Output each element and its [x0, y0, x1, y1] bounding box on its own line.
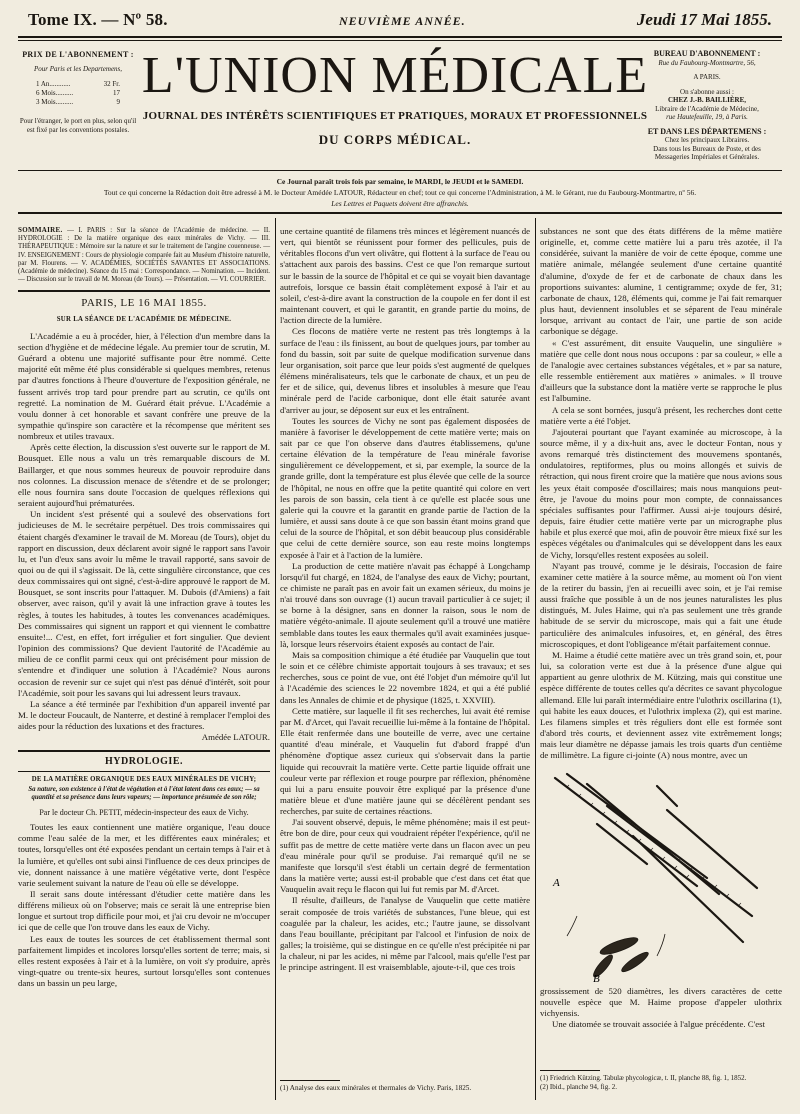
paragraph: Les eaux de toutes les sources de cet établissement thermal sont parfaitement limpides et incolores lorsqu'elles sortent de terre; mais, si elles restent exposées à l'air et à la lumière, on voit s'y produire, après vingt-quatre ou trente-six heures, surtout lorsqu'elles sont contenues dans un bassin un peu large,	[18, 933, 270, 989]
publication-notice	[18, 176, 782, 209]
summary-text: — I. PARIS : Sur la séance de l'Académie de médecine. — II. HYDROLOGIE : De la matière organique des eaux minérales de Vichy. — III. THÉRAPEUTIQUE : Mémoire sur la nature et sur le traitement de l'angine couenneuse. — IV. ENSEIGNEMENT : Cours de physiologie comparée fait au Muséum d'histoire naturelle, par M. Flourens. — V. ACADÉMIES, SOCIÉTÉS SAVANTES ET ASSOCIATIONS. (Académie de médecine). Séance du 15 mai : Correspondance. — Nomination. — Incident. — Discussion sur le travail de M. Moreau (de Tours). — Présentation. — VI. COURRIER.	[18, 227, 270, 284]
price-row	[18, 98, 138, 107]
paragraph: Après cette élection, la discussion s'est ouverte sur le rapport de M. Bousquet. Elle nous a valu un très remarquable discours de M. Baillarger, et que nous sommes heureux de pouvoir reproduire dans nos colonnes. La discussion menace de s'étendre et de se prolonger; elle nous fournira sans doute l'occasion de quelques réflexions qui seraient aujourd'hui prématurées.	[18, 442, 270, 509]
dept-line: Dans tous les Bureaux de Poste, et des	[653, 144, 761, 153]
notice-line-1: Ce Journal paraît trois fois par semaine, le MARDI, le JEUDI et le SAMEDI.	[276, 177, 524, 186]
newspaper-subtitle-2: DU CORPS MÉDICAL.	[318, 132, 472, 147]
divider	[18, 750, 270, 752]
footnote: (1) Analyse des eaux minérales et thermales de Vichy. Paris, 1825.	[280, 1084, 472, 1092]
byline: Par le docteur Ch. PETIT, médecin-inspecteur des eaux de Vichy.	[39, 807, 249, 817]
column-1	[18, 226, 270, 989]
price-label: 6 Mois..........	[36, 89, 74, 97]
office-heading: BUREAU D'ABONNEMENT :	[653, 49, 761, 58]
paragraph: A cela se sont bornées, jusqu'à présent, les recherches dont cette matière verte a été l'objet.	[540, 404, 782, 426]
footnote-rule	[540, 1070, 600, 1071]
footnote: (2) Ibid., planche 94, fig. 2.	[540, 1083, 617, 1091]
column-2	[280, 226, 530, 973]
top-line	[28, 10, 772, 32]
paragraph: J'ai souvent observé, depuis, le même phénomène; mais il est peut-être bon de dire, pour ceux qui voudraient répéter l'expérience, qu'il ne suffit pas de mettre de cette matière verte dans un flacon avec un peu d'eau minérale pour qu'il se produise. J'ai remarqué qu'il ne se manifeste que lorsqu'il s'est établi un certain degré de fermentation dans la matière verte; aussi est-il probable que c'est dans cet état que Vauquelin avait reçu le flacon qui lui fut remis par M. d'Arcet.	[280, 817, 530, 895]
dept-line: Chez les principaux Libraires.	[664, 136, 750, 144]
column-divider	[275, 218, 276, 1100]
paragraph: La séance a été terminée par l'exhibition d'un appareil inventé par M. le docteur Foucault, de Nanterre, et destiné à remplacer l'emploi des aides pour la réduction des luxations et des fractures.	[18, 698, 270, 732]
figure-label-b: B	[593, 972, 600, 984]
paragraph: Il résulte, d'ailleurs, de l'analyse de Vauquelin que cette matière serait composée de trois variétés de substances, l'une bleue, qui est coagulée par la chaleur, les acides, etc.; l'autre jaune, se dissolvant dans l'eau bouillante, précipitant par l'alcool et l'infusion de noix de galles; la troisième, qui se distingue en ce qu'elle n'est précipitée ni par la chaleur, ni par les acides, ni même par l'alcool, mais qu'elle l'est par le principe astringent. Il est vraisemblable, ajoute-t-il, que ces trois	[280, 895, 530, 973]
price-label: 1 An............	[36, 80, 71, 88]
microscope-figure	[547, 766, 775, 984]
paragraph: J'ajouterai pourtant que l'ayant examinée au microscope, à la source même, il y a dix-huit ans, avec le docteur Fontan, nous y avons remarqué très distinctement des mouvemens spontanés, ondulatoires, reptiformes, plus ou moins allongés et suivis de rétraction, qui nous firent croire que la matière que nous avions sous les yeux était composée d'oscillaires; mais nous manquions peut-être, je l'avoue du moins pour mon compte, de connaissances spéciales suffisantes pour l'affirmer. Aussi ai-je toujours désiré, depuis, faire étudier cette matière verte par un micrographe plus habile et plus exercé que moi, afin de pouvoir être mieux fixé sur les espèces végétales ou d'animalcules qui se développent dans les eaux de Vichy, lorsqu'elles restent exposées au soleil.	[540, 426, 782, 560]
masthead	[140, 48, 650, 148]
column-divider	[535, 218, 536, 1100]
newspaper-title: L'UNION MÉDICALE	[141, 47, 649, 104]
price-row	[18, 80, 138, 89]
paragraph: M. Haime a étudié cette matière avec un très grand soin, et, pour lui, sa coloration verte est due à la présence d'une algue qui appartient au genre ulothrix de M. Kützing, mais qui constitue une espèce différente de toutes celles qu'a décrites ce savant phycologue allemand. Elle lui paraît intermédiaire entre l'ulothrix oscillarina (1), qui habite les eaux douces, et l'ulothrix implexa (2), qui est marine. Les filamens simples et très réguliers dont elle est formée sont d'abord très courts, et deviennent assez vite extrêmement longs; mais leur diamètre ne dépasse jamais les trois quarts d'un centième de millimètre. La figure ci-jointe (A) nous montre, avec un	[540, 649, 782, 761]
paragraph: Il serait sans doute intéressant d'étudier cette matière dans les différens milieux où on l'observe; mais ce serait là une entreprise bien longue et surtout trop difficile pour moi, et j'ai cru devoir ne m'occuper ici que de celle que l'on trouve dans les eaux de Vichy.	[18, 888, 270, 933]
issue-date: Jeudi 17 Mai 1855.	[636, 10, 772, 29]
figure-label-a: A	[553, 876, 560, 889]
notice-line-2: Tout ce qui concerne la Rédaction doit être adressé à M. le Docteur Amédée LATOUR, Rédacteur en chef; tout ce qui concerne l'Administration, à M. le Gérant, rue du Faubourg-Montmartre, nº 56.	[103, 188, 697, 197]
office-also: On s'abonne aussi :	[680, 87, 734, 96]
foreign-note: Pour l'étranger, le port en plus, selon qu'il est fixé par les conventions postales.	[19, 117, 137, 134]
price-value: 32 Fr.	[103, 80, 120, 88]
paragraph: N'ayant pas trouvé, comme je le désirais, l'occasion de faire examiner cette matière à la source même, au moment où l'on vient de la retirer du bassin, j'en ai recueilli avec soin, et je l'ai remise aussi fraîche que possible à un de nos jeunes naturalistes les plus distingués, M. Jules Haime, qui n'a pas seulement une très grande habitude de se servir du microscope, mais qui a fait une étude particulière des animalcules infusoires, et, en général, des êtres microscopiques, et dont l'obligeance m'était parfaitement connue.	[540, 560, 782, 649]
summary-label: SOMMAIRE.	[18, 226, 63, 234]
office-city: A PARIS.	[693, 73, 721, 81]
office-agent-address: rue Hautefeuille, 19, à Paris.	[666, 113, 748, 121]
paragraph: Une diatomée se trouvait associée à l'algue précédente. C'est	[552, 1018, 765, 1029]
summary	[18, 226, 270, 284]
price-value: 17	[113, 89, 120, 97]
divider	[18, 290, 270, 292]
office-agent: CHEZ J.-B. BAILLIÈRE,	[668, 96, 746, 104]
paragraph: Cette matière, sur laquelle il fit ses recherches, lui avait été remise par M. d'Arcet, qui l'avait recueillie lui-même à la fontaine de l'hôpital. Elle était renfermée dans une bouteille de verre, avec une certaine quantité d'eau minérale, et Vauquelin fut d'abord frappé d'un phénomène d'optique assez curieux qui s'observait dans la partie liquide qui recouvrait la matière verte. Cette partie liquide offrait une couleur verte par réflexion et rouge pourpre par réflexion, phénomène qui lui a paru ensuite pouvoir être expliqué par la présence d'une matière bleue et d'une matière jaune qui se décélèrent pendant ses recherches, par suite de certaines réactions.	[280, 705, 530, 817]
quotation: « C'est assurément, dit ensuite Vauquelin, une singulière » matière que celle dont nous nous occupons : par sa couleur, » elle a de l'analogie avec certaines substances végétales, et » par sa nature, elle ressemble entièrement aux matières » animales. » Il trouve d'ailleurs que la substance dont la matière verte se rapproche le plus est l'albumine.	[540, 337, 782, 404]
paragraph: une certaine quantité de filamens très minces et légèrement nuancés de vert, qui bientôt se réunissent pour former des pellicules, puis de véritables flocons d'un vert olivâtre, qui flottent à la surface de l'eau ou s'attachent aux parois des bassins. C'est ce que l'on remarque surtout sur le bassin de la source de l'hôpital et ce qui se voyait bien davantage autrefois, lorsque ce bassin était complètement exposé à l'air et au soleil, c'est-à-dire avant la construction de la coupole en fer dont il est maintenant couvert, et qui le garantit, en grande partie du moins, de l'action directe de la lumière.	[280, 226, 530, 326]
footnotes	[540, 1074, 782, 1092]
paragraph: Toutes les sources de Vichy ne sont pas également disposées de manière à favoriser le développement de cette matière verte; mais on sait par ce que l'on observe dans d'autres établissemens, qu'une certaine élévation de la température de l'eau minérale favorise singulièrement ce développement, et si, par exemple, la source de la grande grille, dont la température est plus élevée que celle de la source de l'hôpital, ne nous en offre que la petite quantité qui colore en vert les parois de son bassin, cela tient à ce qu'elle est placée sous une galerie qui la couvre et la garantit en grande partie de l'action de la lumière, et aussi sans doute à ce que son bassin étant moins grand que celui de la source de l'hôpital, et son débit beaucoup plus considérable que celui de cette dernière source, son eau reste moins longtemps exposée à l'air et à l'action de la lumière.	[280, 415, 530, 560]
subscription-heading: PRIX DE L'ABONNEMENT :	[22, 50, 134, 59]
signature: Amédée LATOUR.	[201, 732, 270, 743]
subscription-office	[632, 50, 782, 162]
price-value: 9	[116, 98, 120, 106]
subscription-region: Pour Paris et les Departemens,	[33, 65, 123, 73]
footnote: (1) Friedrich Kützing. Tabulæ phycologicæ, t. II, planche 88, fig. 1, 1852.	[540, 1074, 747, 1082]
paragraph: Mais sa composition chimique a été étudiée par Vauquelin que tout le soin et ce célèbre chimiste apportait toujours à ses travaux; et ses recherches, sous ce point de vue, ont été l'objet d'un mémoire qu'il lut à l'Académie des sciences le 22 novembre 1824, et qui a été publié dans les Annales de chimie et de physique (1825, t. XXVIII).	[280, 649, 530, 705]
section-title: SUR LA SÉANCE DE L'ACADÉMIE DE MÉDECINE.	[56, 315, 232, 323]
section-heading-hydrologie: HYDROLOGIE.	[104, 755, 183, 767]
paragraph: La production de cette matière n'avait pas échappé à Longchamp lorsqu'il fut chargé, en 1824, de l'analyse des eaux de Vichy; pourtant, ce chimiste ne paraît pas en avoir fait un examen sérieux, du moins je n'ai trouvé dans son ouvrage (1) aucun travail particulier à ce sujet; il se borne à la désigner, sans en donner la raison, sous le nom de matière végéto-animale. Il ajoute seulement qu'il a trouvé une matière semblable dans toutes les eaux thermales qu'il avait examinées jusque-là, lorsque leurs réservoirs étaient exposés au contact de l'air.	[280, 560, 530, 649]
office-address: Rue du Faubourg-Montmartre, 56,	[658, 58, 756, 67]
paragraph: Un incident s'est présenté qui a soulevé des observations fort judicieuses de M. le secrétaire perpétuel. Des trois commissaires qui étaient chargés d'examiner le travail de M. Moreau (de Tours), objet du rapport en discussion, deux déclarent avoir signé le rapport sans l'avoir lu, et l'un d'eux sans avoir lu même le travail rapporté, sans savoir de quoi ou de qui il s'agissait. De là, cette singulière circonstance, que ces deux commissaires qui ont signé, c'est-à-dire approuvé le rapport de M. Bousquet, se sont inscrits pour l'attaquer. M. Dubois (d'Amiens) a fait observer, avec raison, qu'il y avait là une infraction grave à toutes les règles, à toutes les habitudes, à toutes les convenances académiques. Des commissaires qui signent un rapport et qui viennent le combattre ensuite!... C'est, en effet, fort irrégulier et fort singulier. Que devient l'opinion des commissions? Que devient l'autorité de l'Académie au milieu de ce conflit parmi ceux qui ont précisément pour mission de s'entendre et d'indiquer une solution à l'Académie? Nous aurons occasion de revenir sur ce sujet qui n'est pas dénué d'intérêt, soit pour l'Académie, soit pour les savans qui lui adressent leurs travaux.	[18, 509, 270, 698]
column-3	[540, 226, 782, 1030]
newspaper-subtitle: JOURNAL DES INTÉRÊTS SCIENTIFIQUES ET PRATIQUES, MORAUX ET PROFESSIONNELS	[142, 110, 648, 122]
paragraph: grossissement de 520 diamètres, les divers caractères de cette nouvelle espèce que M. Haime propose d'appeler ulothrix vichyensis.	[540, 985, 782, 1018]
paragraph: Ces flocons de matière verte ne restent pas très longtemps à la surface de l'eau : ils finissent, au bout de quelques jours, par tomber au fond du bassin, soit par suite de quelque modification survenue dans leur organisation, soit parce que leur poids s'est augmenté de quelques élémens minéralisateurs, tels que le carbonate de chaux, et un peu de fer et de silice, qui, devenus libres et insolubles à mesure que l'eau minérale perd de l'acide carbonique, dont elle était saturée avant d'arriver au jour, se déposent sur eux et les entraînent.	[280, 326, 530, 415]
top-rule	[18, 36, 782, 38]
masthead-rule	[18, 170, 782, 171]
paragraph: substances ne sont que des états différens de la même matière originelle, et, comme cette matière lui a paru très azotée, il l'a considérée, suivant la manière de voir de cette époque, comme une matière animale, mélangée seulement d'une certaine quantité d'alumine, d'oxyde de fer et de carbonate de chaux dans les proportions suivantes: alumine, 1 centigramme; oxyde de fer, 31; carbonate de chaux, 128, éléments qui, comme je l'ai fait remarquer plus haut, deviennent insolubles et se séparent de l'eau minérale lorsque, arrivant au contact de l'air, une partie de son acide carbonique se dégage.	[540, 226, 782, 337]
article-subtitle: Sa nature, son existence à l'état de végétation et à l'état latent dans ces eaux; — sa quantité et sa présence dans leurs vapeurs; — importance présumée de son rôle;	[28, 786, 260, 802]
price-row	[18, 89, 138, 98]
price-label: 3 Mois..........	[36, 98, 74, 106]
year-label: NEUVIÈME ANNÉE.	[339, 14, 466, 28]
office-agent-desc: Libraire de l'Académie de Médecine,	[655, 104, 759, 113]
dept-line: Messageries Impériales et Générales.	[654, 153, 760, 161]
paragraph: L'Académie a eu à procéder, hier, à l'élection d'un membre dans la section d'hygiène et de médecine légale. Au premier tour de scrutin, M. Guérard a obtenu une majorité suffisante pour être nommé. Cette majorité eût même été plus considérable si quelques membres, retenus par d'autres fonctions à l'heure d'ouverture de l'exposition générale, ne fussent arrivés trop tard pour prendre part au scrutin, ce qu'ils ont regretté. La nomination de M. Guérard était prévue. L'Académie a voulu donner à cet honorable et savant confrère une preuve de la sympathie qu'inspire son caractère et la récompense que méritent ses nombreux et utiles travaux.	[18, 330, 270, 442]
subscription-prices	[18, 50, 138, 135]
notice-rule	[18, 212, 782, 214]
notice-line-3: Les Lettres et Paquets doivent être affranchis.	[331, 199, 469, 208]
top-rule-thin	[18, 40, 782, 41]
dept-heading: ET DANS LES DÉPARTEMENS :	[647, 126, 767, 136]
dateline: PARIS, LE 16 MAI 1855.	[81, 297, 207, 310]
divider	[18, 771, 270, 772]
paragraph: Toutes les eaux contiennent une matière organique, l'eau douce comme l'eau salée de la mer, et les différentes eaux minérales; et toutes, lorsqu'elles ont été exposées pendant un certain temps à l'air et à la lumière, et qu'elles ont subi ainsi l'influence de ces deux principes de vie, donnent naissance à une matière végétative verte, dont l'espèce varie seulement suivant la nature de l'eau où elle se développe.	[18, 822, 270, 888]
footnote-rule	[280, 1080, 340, 1081]
article-title: DE LA MATIÈRE ORGANIQUE DES EAUX MINÉRALES DE VICHY;	[31, 775, 257, 783]
issue-number: Tome IX. — Nº 58.	[28, 10, 168, 29]
